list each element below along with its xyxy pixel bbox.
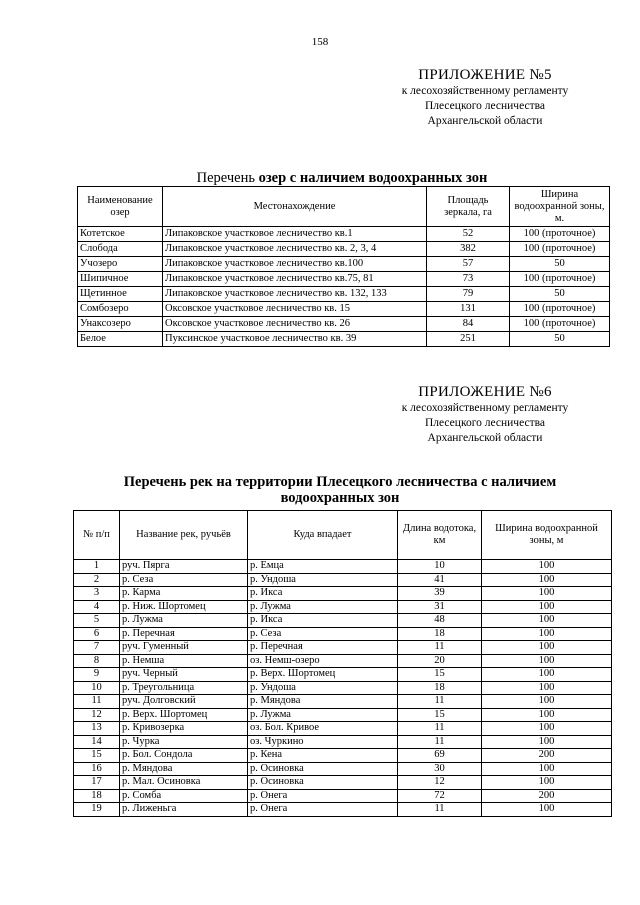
table-row bbox=[78, 257, 610, 272]
rivers-header-outflow: Куда впадает bbox=[248, 511, 398, 560]
river-outflow-cell: р. Осиновка bbox=[248, 762, 398, 776]
river-number-cell: 16 bbox=[74, 762, 120, 776]
river-length-cell: 30 bbox=[398, 762, 482, 776]
appendix-5-line-3: Архангельской области bbox=[427, 115, 543, 127]
table-row bbox=[78, 272, 610, 287]
table-row bbox=[74, 614, 612, 628]
river-outflow-cell: р. Верх. Шортомец bbox=[248, 668, 398, 682]
river-outflow-cell: р. Емца bbox=[248, 560, 398, 574]
rivers-title-line-2: водоохранных зон bbox=[280, 490, 400, 506]
river-number-cell: 18 bbox=[74, 789, 120, 803]
river-length-cell: 20 bbox=[398, 654, 482, 668]
lake-area-cell: 57 bbox=[427, 257, 510, 272]
rivers-header-name: Название рек, ручьёв bbox=[120, 511, 248, 560]
rivers-table bbox=[73, 510, 612, 817]
river-zone-width-cell: 100 bbox=[482, 627, 612, 641]
river-outflow-cell: р. Онега bbox=[248, 789, 398, 803]
river-number-cell: 10 bbox=[74, 681, 120, 695]
river-number-cell: 8 bbox=[74, 654, 120, 668]
river-name-cell: р. Треугольница bbox=[120, 681, 248, 695]
river-outflow-cell: р. Осиновка bbox=[248, 776, 398, 790]
appendix-6-line-1: к лесохозяйственному регламенту bbox=[401, 402, 569, 414]
river-zone-width-cell: 100 bbox=[482, 803, 612, 817]
river-name-cell: р. Верх. Шортомец bbox=[120, 708, 248, 722]
lake-location-cell: Пуксинское участковое лесничество кв. 39 bbox=[163, 332, 427, 347]
lake-name-cell: Слобода bbox=[78, 242, 163, 257]
lake-zone-width-cell: 50 bbox=[510, 332, 610, 347]
river-number-cell: 4 bbox=[74, 600, 120, 614]
river-length-cell: 11 bbox=[398, 722, 482, 736]
river-outflow-cell: р. Сеза bbox=[248, 627, 398, 641]
river-zone-width-cell: 100 bbox=[482, 573, 612, 587]
river-zone-width-cell: 100 bbox=[482, 681, 612, 695]
appendix-6-line-2: Плесецкого лесничества bbox=[425, 417, 545, 429]
river-name-cell: р. Сомба bbox=[120, 789, 248, 803]
river-zone-width-cell: 100 bbox=[482, 600, 612, 614]
river-length-cell: 48 bbox=[398, 614, 482, 628]
lakes-header-name: Наименование озер bbox=[78, 187, 163, 227]
river-number-cell: 1 bbox=[74, 560, 120, 574]
lake-location-cell: Оксовское участковое лесничество кв. 26 bbox=[163, 317, 427, 332]
table-row bbox=[74, 762, 612, 776]
river-zone-width-cell: 100 bbox=[482, 735, 612, 749]
lake-name-cell: Унаксозеро bbox=[78, 317, 163, 332]
table-row bbox=[74, 749, 612, 763]
rivers-header-length: Длина водотока, км bbox=[398, 511, 482, 560]
river-outflow-cell: р. Ундоша bbox=[248, 573, 398, 587]
river-outflow-cell: р. Икса bbox=[248, 587, 398, 601]
appendix-5-line-2: Плесецкого лесничества bbox=[425, 100, 545, 112]
river-number-cell: 5 bbox=[74, 614, 120, 628]
lakes-header-zone-width: Ширина водоохранной зоны, м. bbox=[510, 187, 610, 227]
table-row bbox=[78, 317, 610, 332]
lakes-header-row bbox=[78, 187, 610, 227]
lake-location-cell: Липаковское участковое лесничество кв.75, 81 bbox=[163, 272, 427, 287]
table-row bbox=[74, 803, 612, 817]
river-name-cell: р. Лужма bbox=[120, 614, 248, 628]
lake-name-cell: Котетское bbox=[78, 227, 163, 242]
river-name-cell: руч. Пярга bbox=[120, 560, 248, 574]
river-name-cell: р. Чурка bbox=[120, 735, 248, 749]
table-row bbox=[74, 695, 612, 709]
river-zone-width-cell: 100 bbox=[482, 654, 612, 668]
lake-name-cell: Сомбозеро bbox=[78, 302, 163, 317]
lake-name-cell: Белое bbox=[78, 332, 163, 347]
lake-area-cell: 52 bbox=[427, 227, 510, 242]
table-row bbox=[74, 735, 612, 749]
river-outflow-cell: р. Онега bbox=[248, 803, 398, 817]
river-length-cell: 72 bbox=[398, 789, 482, 803]
lake-zone-width-cell: 50 bbox=[510, 257, 610, 272]
river-zone-width-cell: 100 bbox=[482, 614, 612, 628]
rivers-table-body bbox=[74, 560, 612, 817]
river-length-cell: 39 bbox=[398, 587, 482, 601]
table-row bbox=[78, 242, 610, 257]
lake-area-cell: 131 bbox=[427, 302, 510, 317]
river-length-cell: 12 bbox=[398, 776, 482, 790]
lake-area-cell: 73 bbox=[427, 272, 510, 287]
river-name-cell: р. Мал. Осиновка bbox=[120, 776, 248, 790]
lake-zone-width-cell: 50 bbox=[510, 287, 610, 302]
lake-location-cell: Липаковское участковое лесничество кв.100 bbox=[163, 257, 427, 272]
river-length-cell: 15 bbox=[398, 668, 482, 682]
river-number-cell: 6 bbox=[74, 627, 120, 641]
rivers-header-row bbox=[74, 511, 612, 560]
lakes-title-bold: озер с наличием водоохранных зон bbox=[258, 170, 488, 186]
table-row bbox=[74, 600, 612, 614]
lake-zone-width-cell: 100 (проточное) bbox=[510, 272, 610, 287]
table-row bbox=[74, 654, 612, 668]
river-number-cell: 3 bbox=[74, 587, 120, 601]
river-name-cell: руч. Долговский bbox=[120, 695, 248, 709]
river-zone-width-cell: 100 bbox=[482, 762, 612, 776]
table-row bbox=[78, 227, 610, 242]
rivers-header-number: № п/п bbox=[74, 511, 120, 560]
lake-area-cell: 79 bbox=[427, 287, 510, 302]
lake-location-cell: Липаковское участковое лесничество кв.1 bbox=[163, 227, 427, 242]
river-name-cell: р. Бол. Сондола bbox=[120, 749, 248, 763]
page-number: 158 bbox=[311, 36, 329, 48]
river-length-cell: 11 bbox=[398, 695, 482, 709]
river-outflow-cell: р. Икса bbox=[248, 614, 398, 628]
lake-zone-width-cell: 100 (проточное) bbox=[510, 242, 610, 257]
river-outflow-cell: оз. Немш-озеро bbox=[248, 654, 398, 668]
lake-location-cell: Липаковское участковое лесничество кв. 132, 133 bbox=[163, 287, 427, 302]
lake-name-cell: Учозеро bbox=[78, 257, 163, 272]
table-row bbox=[74, 668, 612, 682]
river-number-cell: 12 bbox=[74, 708, 120, 722]
table-row bbox=[74, 722, 612, 736]
lake-area-cell: 84 bbox=[427, 317, 510, 332]
river-length-cell: 18 bbox=[398, 681, 482, 695]
lakes-header-area: Площадь зеркала, га bbox=[427, 187, 510, 227]
river-length-cell: 10 bbox=[398, 560, 482, 574]
table-row bbox=[74, 681, 612, 695]
river-zone-width-cell: 100 bbox=[482, 587, 612, 601]
river-zone-width-cell: 100 bbox=[482, 695, 612, 709]
river-length-cell: 69 bbox=[398, 749, 482, 763]
river-number-cell: 11 bbox=[74, 695, 120, 709]
river-length-cell: 11 bbox=[398, 641, 482, 655]
appendix-6-header bbox=[360, 383, 610, 446]
river-name-cell: руч. Гуменный bbox=[120, 641, 248, 655]
river-number-cell: 7 bbox=[74, 641, 120, 655]
lakes-table-body bbox=[78, 227, 610, 347]
river-zone-width-cell: 200 bbox=[482, 789, 612, 803]
river-name-cell: р. Мяндова bbox=[120, 762, 248, 776]
table-row bbox=[74, 573, 612, 587]
river-number-cell: 19 bbox=[74, 803, 120, 817]
river-number-cell: 17 bbox=[74, 776, 120, 790]
lake-name-cell: Шипичное bbox=[78, 272, 163, 287]
lake-area-cell: 251 bbox=[427, 332, 510, 347]
lakes-header-location: Местонахождение bbox=[163, 187, 427, 227]
river-number-cell: 15 bbox=[74, 749, 120, 763]
lake-zone-width-cell: 100 (проточное) bbox=[510, 227, 610, 242]
river-zone-width-cell: 100 bbox=[482, 560, 612, 574]
appendix-5-header bbox=[360, 66, 610, 129]
river-zone-width-cell: 200 bbox=[482, 749, 612, 763]
lake-zone-width-cell: 100 (проточное) bbox=[510, 302, 610, 317]
river-outflow-cell: р. Кена bbox=[248, 749, 398, 763]
river-zone-width-cell: 100 bbox=[482, 641, 612, 655]
table-row bbox=[74, 587, 612, 601]
lakes-title-prefix: Перечень bbox=[196, 170, 259, 186]
rivers-title-line-1: Перечень рек на территории Плесецкого лесничества с наличием bbox=[123, 474, 557, 490]
river-outflow-cell: оз. Чуркино bbox=[248, 735, 398, 749]
river-name-cell: р. Перечная bbox=[120, 627, 248, 641]
river-outflow-cell: р. Мяндова bbox=[248, 695, 398, 709]
lake-location-cell: Липаковское участковое лесничество кв. 2, 3, 4 bbox=[163, 242, 427, 257]
table-row bbox=[78, 302, 610, 317]
river-name-cell: р. Лиженьга bbox=[120, 803, 248, 817]
rivers-header-zone-width: Ширина водоохранной зоны, м bbox=[482, 511, 612, 560]
river-number-cell: 9 bbox=[74, 668, 120, 682]
river-length-cell: 15 bbox=[398, 708, 482, 722]
table-row bbox=[78, 287, 610, 302]
river-outflow-cell: оз. Бол. Кривое bbox=[248, 722, 398, 736]
river-zone-width-cell: 100 bbox=[482, 668, 612, 682]
appendix-5-line-1: к лесохозяйственному регламенту bbox=[401, 85, 569, 97]
river-outflow-cell: р. Ундоша bbox=[248, 681, 398, 695]
river-outflow-cell: р. Перечная bbox=[248, 641, 398, 655]
river-zone-width-cell: 100 bbox=[482, 776, 612, 790]
table-row bbox=[74, 641, 612, 655]
lake-zone-width-cell: 100 (проточное) bbox=[510, 317, 610, 332]
river-name-cell: р. Карма bbox=[120, 587, 248, 601]
river-length-cell: 41 bbox=[398, 573, 482, 587]
table-row bbox=[78, 332, 610, 347]
table-row bbox=[74, 708, 612, 722]
river-number-cell: 2 bbox=[74, 573, 120, 587]
river-outflow-cell: р. Лужма bbox=[248, 708, 398, 722]
lake-area-cell: 382 bbox=[427, 242, 510, 257]
river-name-cell: р. Кривозерка bbox=[120, 722, 248, 736]
river-length-cell: 31 bbox=[398, 600, 482, 614]
table-row bbox=[74, 627, 612, 641]
lake-name-cell: Щетинное bbox=[78, 287, 163, 302]
river-length-cell: 11 bbox=[398, 803, 482, 817]
river-zone-width-cell: 100 bbox=[482, 708, 612, 722]
lake-location-cell: Оксовское участковое лесничество кв. 15 bbox=[163, 302, 427, 317]
lakes-table bbox=[77, 186, 610, 347]
river-zone-width-cell: 100 bbox=[482, 722, 612, 736]
river-name-cell: р. Немша bbox=[120, 654, 248, 668]
appendix-6-line-3: Архангельской области bbox=[427, 432, 543, 444]
river-name-cell: р. Сеза bbox=[120, 573, 248, 587]
table-row bbox=[74, 789, 612, 803]
river-outflow-cell: р. Лужма bbox=[248, 600, 398, 614]
river-length-cell: 18 bbox=[398, 627, 482, 641]
table-row bbox=[74, 776, 612, 790]
river-name-cell: руч. Черный bbox=[120, 668, 248, 682]
lakes-table-title bbox=[22, 170, 640, 186]
river-name-cell: р. Ниж. Шортомец bbox=[120, 600, 248, 614]
table-row bbox=[74, 560, 612, 574]
river-length-cell: 11 bbox=[398, 735, 482, 749]
rivers-table-title bbox=[20, 474, 640, 506]
river-number-cell: 14 bbox=[74, 735, 120, 749]
appendix-6-title: ПРИЛОЖЕНИЕ №6 bbox=[418, 384, 552, 400]
appendix-5-title: ПРИЛОЖЕНИЕ №5 bbox=[418, 67, 552, 83]
river-number-cell: 13 bbox=[74, 722, 120, 736]
